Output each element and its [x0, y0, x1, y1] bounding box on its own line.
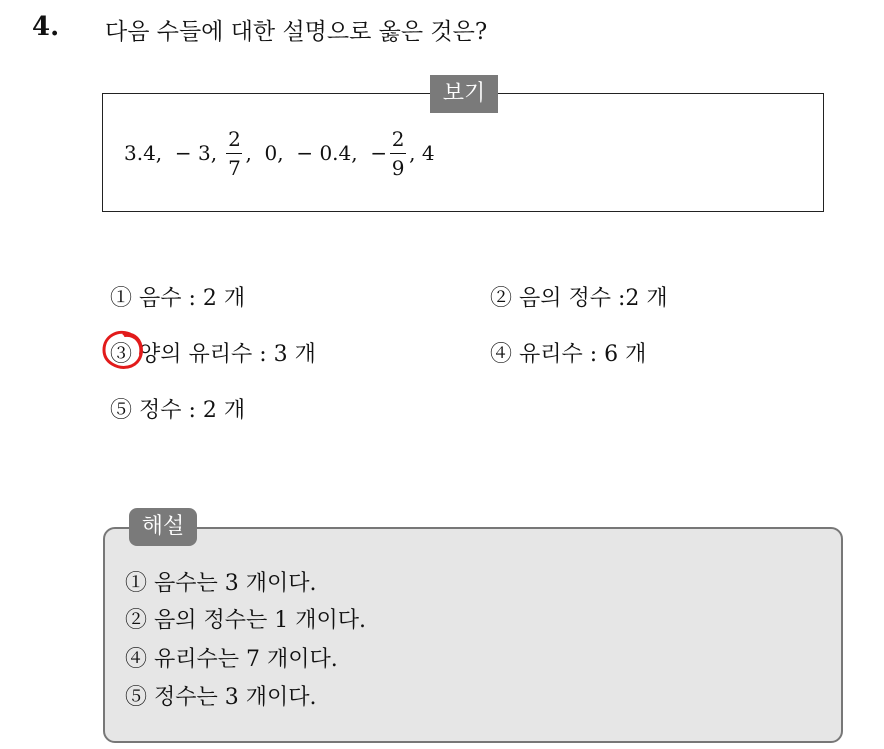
solution-line: ⑤ 정수는 3 개이다.: [125, 685, 317, 710]
comma: ,: [245, 141, 252, 165]
number-item: 3.4,: [124, 141, 163, 165]
number-item: − 3,: [174, 141, 218, 165]
solution-line: ① 음수는 3 개이다.: [125, 571, 317, 596]
choice-1[interactable]: ① 음수 : 2 개: [110, 286, 246, 311]
fraction-denominator: 9: [391, 155, 405, 180]
number-item: 0,: [264, 141, 284, 165]
fraction-two-sevenths: [226, 127, 242, 180]
fraction-numerator: 2: [391, 126, 405, 151]
example-numbers: [124, 122, 435, 184]
question-stem: 다음 수들에 대한 설명으로 옳은 것은?: [105, 19, 488, 45]
choice-4[interactable]: ④ 유리수 : 6 개: [490, 342, 647, 367]
comma: ,: [409, 141, 416, 165]
minus-sign: −: [370, 141, 388, 165]
solution-label: 해설: [129, 508, 197, 546]
solution-line: ② 음의 정수는 1 개이다.: [125, 608, 366, 633]
choice-5[interactable]: ⑤ 정수 : 2 개: [110, 398, 246, 423]
number-item: − 0.4,: [296, 141, 358, 165]
fraction-bar: [226, 153, 242, 154]
solution-line: ④ 유리수는 7 개이다.: [125, 647, 338, 672]
fraction-bar: [390, 153, 406, 154]
fraction-denominator: 7: [228, 155, 241, 180]
choice-3[interactable]: ③ 양의 유리수 : 3 개: [110, 342, 316, 367]
number-item: 4: [421, 141, 435, 165]
fraction-two-ninths: [390, 127, 406, 180]
answer-circle-mark-icon: [100, 328, 146, 372]
choice-2[interactable]: ② 음의 정수 :2 개: [490, 286, 668, 311]
question-number: 4.: [32, 12, 60, 42]
fraction-numerator: 2: [228, 126, 241, 151]
example-box-label: 보기: [430, 75, 498, 113]
